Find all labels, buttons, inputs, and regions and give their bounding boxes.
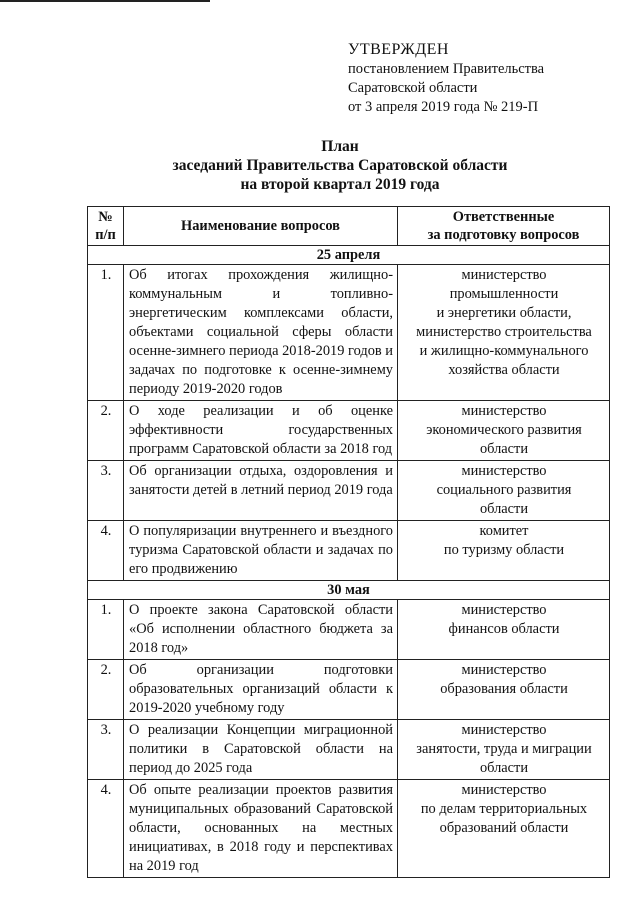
responsible-line: социального развития: [436, 482, 572, 498]
responsible-cell: [398, 720, 610, 780]
approval-heading: УТВЕРЖДЕН: [348, 41, 449, 58]
responsible-line: области: [479, 501, 529, 517]
row-number: 2.: [88, 660, 124, 720]
row-number: 3.: [88, 461, 124, 521]
responsible-line: и энергетики области,: [436, 305, 572, 321]
question-text: Об опыте реализации проектов развития муниципальных образований Саратовской области, основанных на местных инициативах, в 2018 году и перспективах на 2019 год: [124, 780, 398, 878]
responsible-line: министерство: [461, 782, 547, 798]
header-responsible: [398, 207, 610, 246]
approval-line: Саратовской области: [348, 80, 478, 96]
responsible-line: области: [479, 441, 529, 457]
responsible-line: области: [479, 760, 529, 776]
row-number: 4.: [88, 521, 124, 581]
row-number: 4.: [88, 780, 124, 878]
responsible-line: образования области: [440, 681, 568, 697]
plan-table: [87, 206, 610, 878]
approval-line: от 3 апреля 2019 года № 219-П: [348, 99, 539, 115]
title-line: заседаний Правительства Саратовской области: [172, 157, 508, 174]
responsible-cell: [398, 660, 610, 720]
section-row: [88, 246, 610, 265]
responsible-line: по туризму области: [443, 542, 565, 558]
table-header-row: [88, 207, 610, 246]
document-title: [70, 137, 610, 194]
responsible-cell: [398, 521, 610, 581]
question-text: О проекте закона Саратовской области «Об исполнении областного бюджета за 2018 год»: [124, 600, 398, 660]
plan-table-body: [88, 246, 610, 878]
responsible-line: министерство: [461, 662, 547, 678]
table-row: [88, 401, 610, 461]
section-row: [88, 581, 610, 600]
header-resp-line: Ответственные: [452, 209, 555, 225]
responsible-line: министерство: [461, 463, 547, 479]
approval-stamp: [348, 40, 628, 117]
responsible-line: и жилищно-коммунального: [419, 343, 589, 359]
row-number: 1.: [88, 265, 124, 401]
responsible-cell: [398, 461, 610, 521]
header-num-line: №: [98, 209, 113, 225]
responsible-line: занятости, труда и миграции: [416, 741, 592, 757]
header-num-line: п/п: [95, 227, 116, 243]
responsible-line: образований области: [439, 820, 569, 836]
responsible-cell: [398, 265, 610, 401]
title-line: на второй квартал 2019 года: [240, 176, 440, 193]
row-number: 1.: [88, 600, 124, 660]
responsible-line: экономического развития: [426, 422, 582, 438]
question-text: Об организации отдыха, оздоровления и занятости детей в летний период 2019 года: [124, 461, 398, 521]
table-row: [88, 600, 610, 660]
responsible-line: министерство: [461, 267, 547, 283]
responsible-cell: [398, 401, 610, 461]
responsible-line: промышленности: [449, 286, 559, 302]
responsible-line: министерство: [461, 722, 547, 738]
responsible-cell: [398, 780, 610, 878]
table-row: [88, 780, 610, 878]
header-name: Наименование вопросов: [124, 207, 398, 246]
table-row: [88, 461, 610, 521]
title-line: План: [321, 138, 359, 155]
row-number: 3.: [88, 720, 124, 780]
responsible-line: министерство: [461, 602, 547, 618]
table-row: [88, 521, 610, 581]
table-row: [88, 265, 610, 401]
row-number: 2.: [88, 401, 124, 461]
responsible-line: министерство: [461, 403, 547, 419]
question-text: О популяризации внутреннего и въездного туризма Саратовской области и задачах по его продвижению: [124, 521, 398, 581]
header-resp-line: за подготовку вопросов: [427, 227, 580, 243]
table-row: [88, 660, 610, 720]
responsible-line: по делам территориальных: [420, 801, 588, 817]
question-text: О ходе реализации и об оценке эффективности государственных программ Саратовской области за 2018 год: [124, 401, 398, 461]
question-text: Об организации подготовки образовательных организаций области к 2019-2020 учебному году: [124, 660, 398, 720]
table-row: [88, 720, 610, 780]
question-text: О реализации Концепции миграционной политики в Саратовской области на период до 2025 года: [124, 720, 398, 780]
top-rule: [0, 0, 210, 2]
approval-line: постановлением Правительства: [348, 61, 545, 77]
question-text: Об итогах прохождения жилищно-коммунальным и топливно-энергетическим комплексами области, объектами социальной сферы области осенне-зимнего периода 2018-2019 годов и задачах по подготовке к осенне-зимнему периоду 2019-2020 годов: [124, 265, 398, 401]
responsible-line: финансов области: [448, 621, 560, 637]
section-date: 25 апреля: [88, 246, 610, 265]
responsible-line: комитет: [479, 523, 529, 539]
responsible-line: хозяйства области: [448, 362, 560, 378]
section-date: 30 мая: [88, 581, 610, 600]
responsible-cell: [398, 600, 610, 660]
responsible-line: министерство строительства: [416, 324, 592, 340]
header-num: [88, 207, 124, 246]
